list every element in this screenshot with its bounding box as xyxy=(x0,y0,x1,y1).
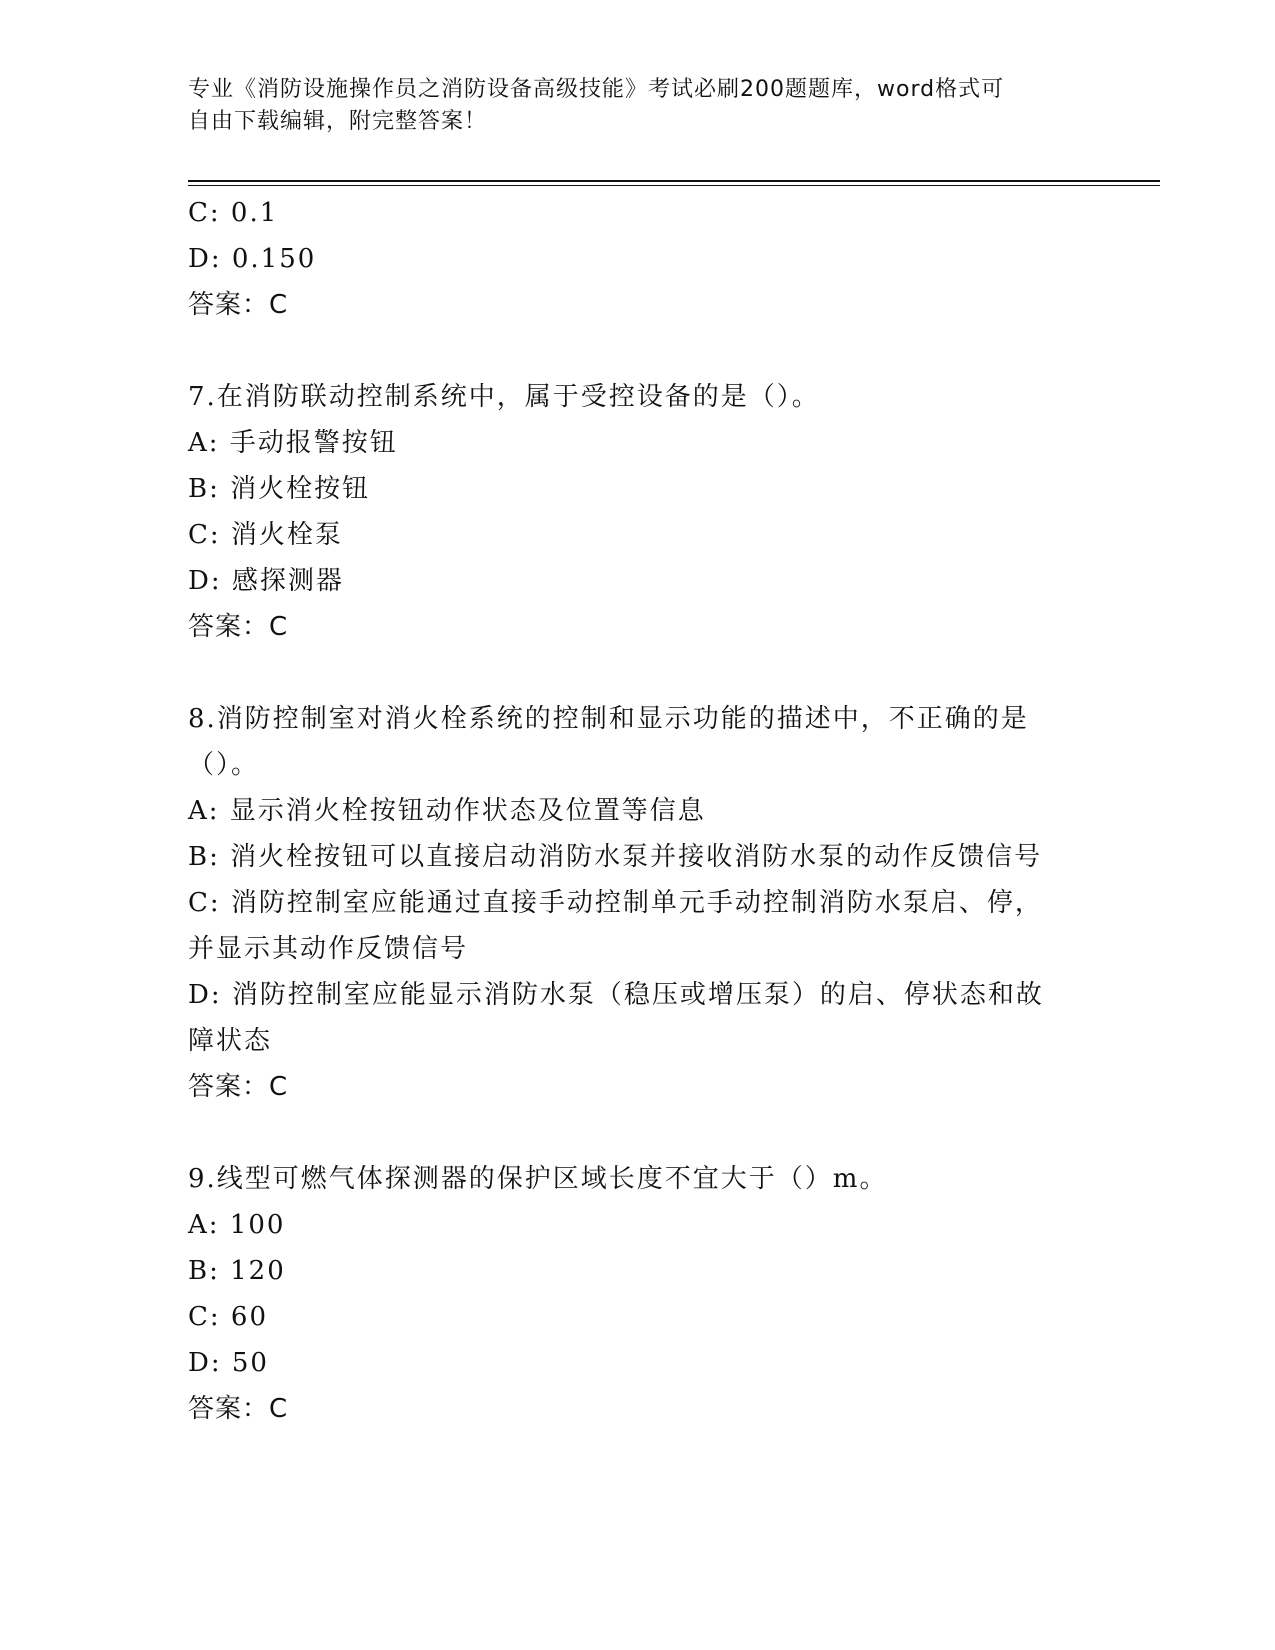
question-stem-continued: （）。 xyxy=(188,750,260,780)
option-b: B: 消火栓按钮 xyxy=(188,474,371,504)
spacer xyxy=(188,1110,1088,1156)
option-c: C: 消防控制室应能通过直接手动控制单元手动控制消防水泵启、停， xyxy=(188,888,1043,918)
option-a: A: 100 xyxy=(188,1210,286,1240)
option-a: A: 显示消火栓按钮动作状态及位置等信息 xyxy=(188,796,706,826)
option-d: D: 50 xyxy=(188,1348,269,1378)
option-c-continued: 并显示其动作反馈信号 xyxy=(188,934,469,964)
answer-line: 答案：C xyxy=(188,1072,289,1102)
option-b: B: 120 xyxy=(188,1256,286,1286)
header-line-2: 自由下载编辑，附完整答案！ xyxy=(188,109,488,134)
option-c: C: 60 xyxy=(188,1302,269,1332)
option-d-continued: 障状态 xyxy=(188,1026,273,1056)
spacer xyxy=(188,328,1088,374)
answer-line: 答案：C xyxy=(188,1394,289,1424)
document-header xyxy=(188,74,1088,138)
header-rule-thin xyxy=(188,185,1160,186)
option-d: D: 0.150 xyxy=(188,244,317,274)
spacer xyxy=(188,650,1088,696)
partial-question-6 xyxy=(188,190,1088,328)
question-7 xyxy=(188,374,1088,650)
option-d: D: 消防控制室应能显示消防水泵（稳压或增压泵）的启、停状态和故 xyxy=(188,980,1044,1010)
question-stem: 9.线型可燃气体探测器的保护区域长度不宜大于（）m。 xyxy=(188,1164,888,1194)
option-c: C: 消火栓泵 xyxy=(188,520,343,550)
answer-line: 答案：C xyxy=(188,290,289,320)
question-9 xyxy=(188,1156,1088,1432)
option-c: C: 0.1 xyxy=(188,198,279,228)
option-d: D: 感探测器 xyxy=(188,566,344,596)
question-8 xyxy=(188,696,1088,1110)
question-stem: 8.消防控制室对消火栓系统的控制和显示功能的描述中，不正确的是 xyxy=(188,704,1029,734)
header-rule-thick xyxy=(188,180,1160,182)
option-b: B: 消火栓按钮可以直接启动消防水泵并接收消防水泵的动作反馈信号 xyxy=(188,842,1043,872)
question-stem: 7.在消防联动控制系统中，属于受控设备的是（）。 xyxy=(188,382,820,412)
option-a: A: 手动报警按钮 xyxy=(188,428,398,458)
answer-line: 答案：C xyxy=(188,612,289,642)
question-content xyxy=(188,190,1088,1432)
header-line-1: 专业《消防设施操作员之消防设备高级技能》考试必刷200题题库，word格式可 xyxy=(188,77,1005,102)
